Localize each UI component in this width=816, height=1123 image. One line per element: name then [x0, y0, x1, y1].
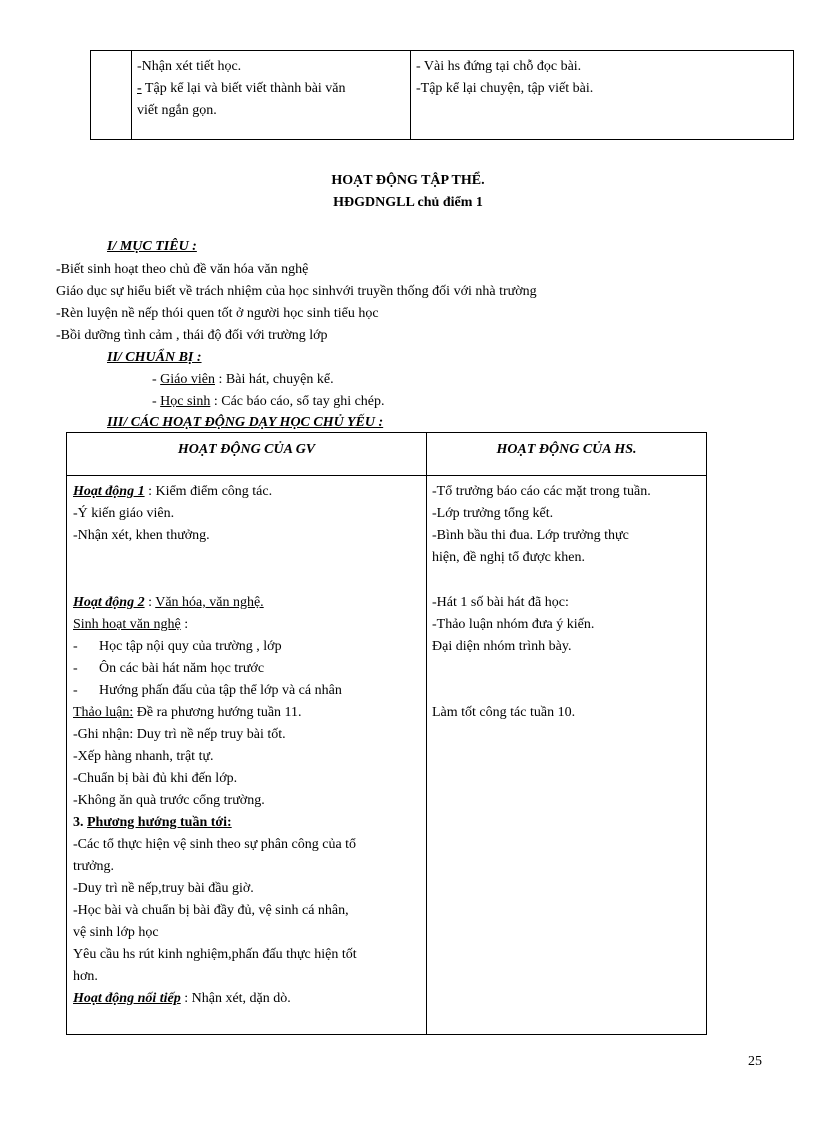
section-heading-activities: III/ CÁC HOẠT ĐỘNG DẠY HỌC CHỦ YẾU :: [107, 415, 384, 430]
gv-item: -Học bài và chuẩn bị bài đầy đủ, vệ sinh cá nhân,: [73, 903, 349, 918]
hs-item: -Lớp trưởng tổng kết.: [432, 506, 554, 521]
gv-item: -Nhận xét, khen thưởng.: [73, 528, 210, 543]
gv-item: -Duy trì nề nếp,truy bài đầu giờ.: [73, 881, 254, 896]
gv-item: vệ sinh lớp học: [73, 925, 159, 940]
table-divider: [410, 51, 411, 139]
top-left-line-3: viết ngắn gọn.: [137, 103, 217, 118]
student-prep: - Học sinh : Các báo cáo, sổ tay ghi chép.: [152, 394, 385, 409]
objective-item: -Bồi dưỡng tình cảm , thái độ đối với trường lớp: [56, 328, 328, 343]
bullet-item: - Hướng phấn đấu của tập thể lớp và cá nhân: [73, 683, 342, 698]
bullet-item: - Ôn các bài hát năm học trước: [73, 661, 265, 676]
hs-item: hiện, đề nghị tổ được khen.: [432, 550, 586, 565]
gv-item: trưởng.: [73, 859, 115, 874]
hs-item: Làm tốt công tác tuần 10.: [432, 705, 576, 720]
gv-item: -Các tổ thực hiện vệ sinh theo sự phân công của tổ: [73, 837, 357, 852]
activities-table: [66, 432, 707, 1035]
hs-item: -Thảo luận nhóm đưa ý kiến.: [432, 617, 595, 632]
hs-item: -Hát 1 số bài hát đã học:: [432, 595, 569, 610]
bullet-item: - Học tập nội quy của trường , lớp: [73, 639, 282, 654]
gv-item: -Chuẩn bị bài đủ khi đến lớp.: [73, 771, 238, 786]
objective-item: -Rèn luyện nề nếp thói quen tốt ở người học sinh tiểu học: [56, 306, 379, 321]
top-right-line-1: - Vài hs đứng tại chỗ đọc bài.: [416, 59, 582, 74]
gv-item: Yêu cầu hs rút kinh nghiệm,phấn đấu thực hiện tốt: [73, 947, 357, 962]
top-table: [90, 50, 794, 140]
activity-2: Hoạt động 2 : Văn hóa, văn nghệ.: [73, 595, 264, 610]
teacher-prep: - Giáo viên : Bài hát, chuyện kể.: [152, 372, 334, 387]
page-subtitle: HĐGDNGLL chủ điểm 1: [333, 195, 483, 210]
objective-item: -Biết sinh hoạt theo chủ đề văn hóa văn nghệ: [56, 262, 309, 277]
top-left-line-2: - Tập kể lại và biết viết thành bài văn: [137, 81, 346, 96]
gv-item: hơn.: [73, 969, 98, 984]
gv-item: -Không ăn quà trước cổng trường.: [73, 793, 265, 808]
page-title: HOẠT ĐỘNG TẬP THỂ.: [331, 173, 485, 188]
header-teacher-activities: HOẠT ĐỘNG CỦA GV: [177, 442, 316, 457]
table-divider: [426, 433, 427, 1034]
page-number: 25: [748, 1054, 762, 1069]
hs-item: -Bình bầu thi đua. Lớp trưởng thực: [432, 528, 629, 543]
phuong-huong-heading: 3. Phương hướng tuần tới:: [73, 815, 232, 830]
activity-1: Hoạt động 1 : Kiểm điểm công tác.: [73, 484, 273, 499]
dash-marker: -: [137, 81, 142, 96]
top-right-line-2: -Tập kể lại chuyện, tập viết bài.: [416, 81, 594, 96]
gv-item: -Ghi nhận: Duy trì nề nếp truy bài tốt.: [73, 727, 286, 742]
table-divider: [131, 51, 132, 139]
top-left-line-1: -Nhận xét tiết học.: [137, 59, 242, 74]
objective-item: Giáo dục sự hiểu biết về trách nhiệm của học sinhvới truyền thống đối với nhà trường: [56, 284, 537, 299]
header-student-activities: HOẠT ĐỘNG CỦA HS.: [496, 442, 637, 457]
hs-item: -Tổ trưởng báo cáo các mặt trong tuần.: [432, 484, 651, 499]
section-heading-objectives: I/ MỤC TIÊU :: [107, 239, 197, 254]
gv-item: -Xếp hàng nhanh, trật tự.: [73, 749, 214, 764]
hs-item: Đại diện nhóm trình bày.: [432, 639, 572, 654]
activity-final: Hoạt động nối tiếp : Nhận xét, dặn dò.: [73, 991, 291, 1006]
thao-luan: Thảo luận: Đề ra phương hướng tuần 11.: [73, 705, 302, 720]
section-heading-preparation: II/ CHUẨN BỊ :: [107, 350, 202, 365]
table-divider: [67, 475, 706, 476]
sinh-hoat-heading: Sinh hoạt văn nghệ :: [73, 617, 189, 632]
gv-item: -Ý kiến giáo viên.: [73, 506, 175, 521]
